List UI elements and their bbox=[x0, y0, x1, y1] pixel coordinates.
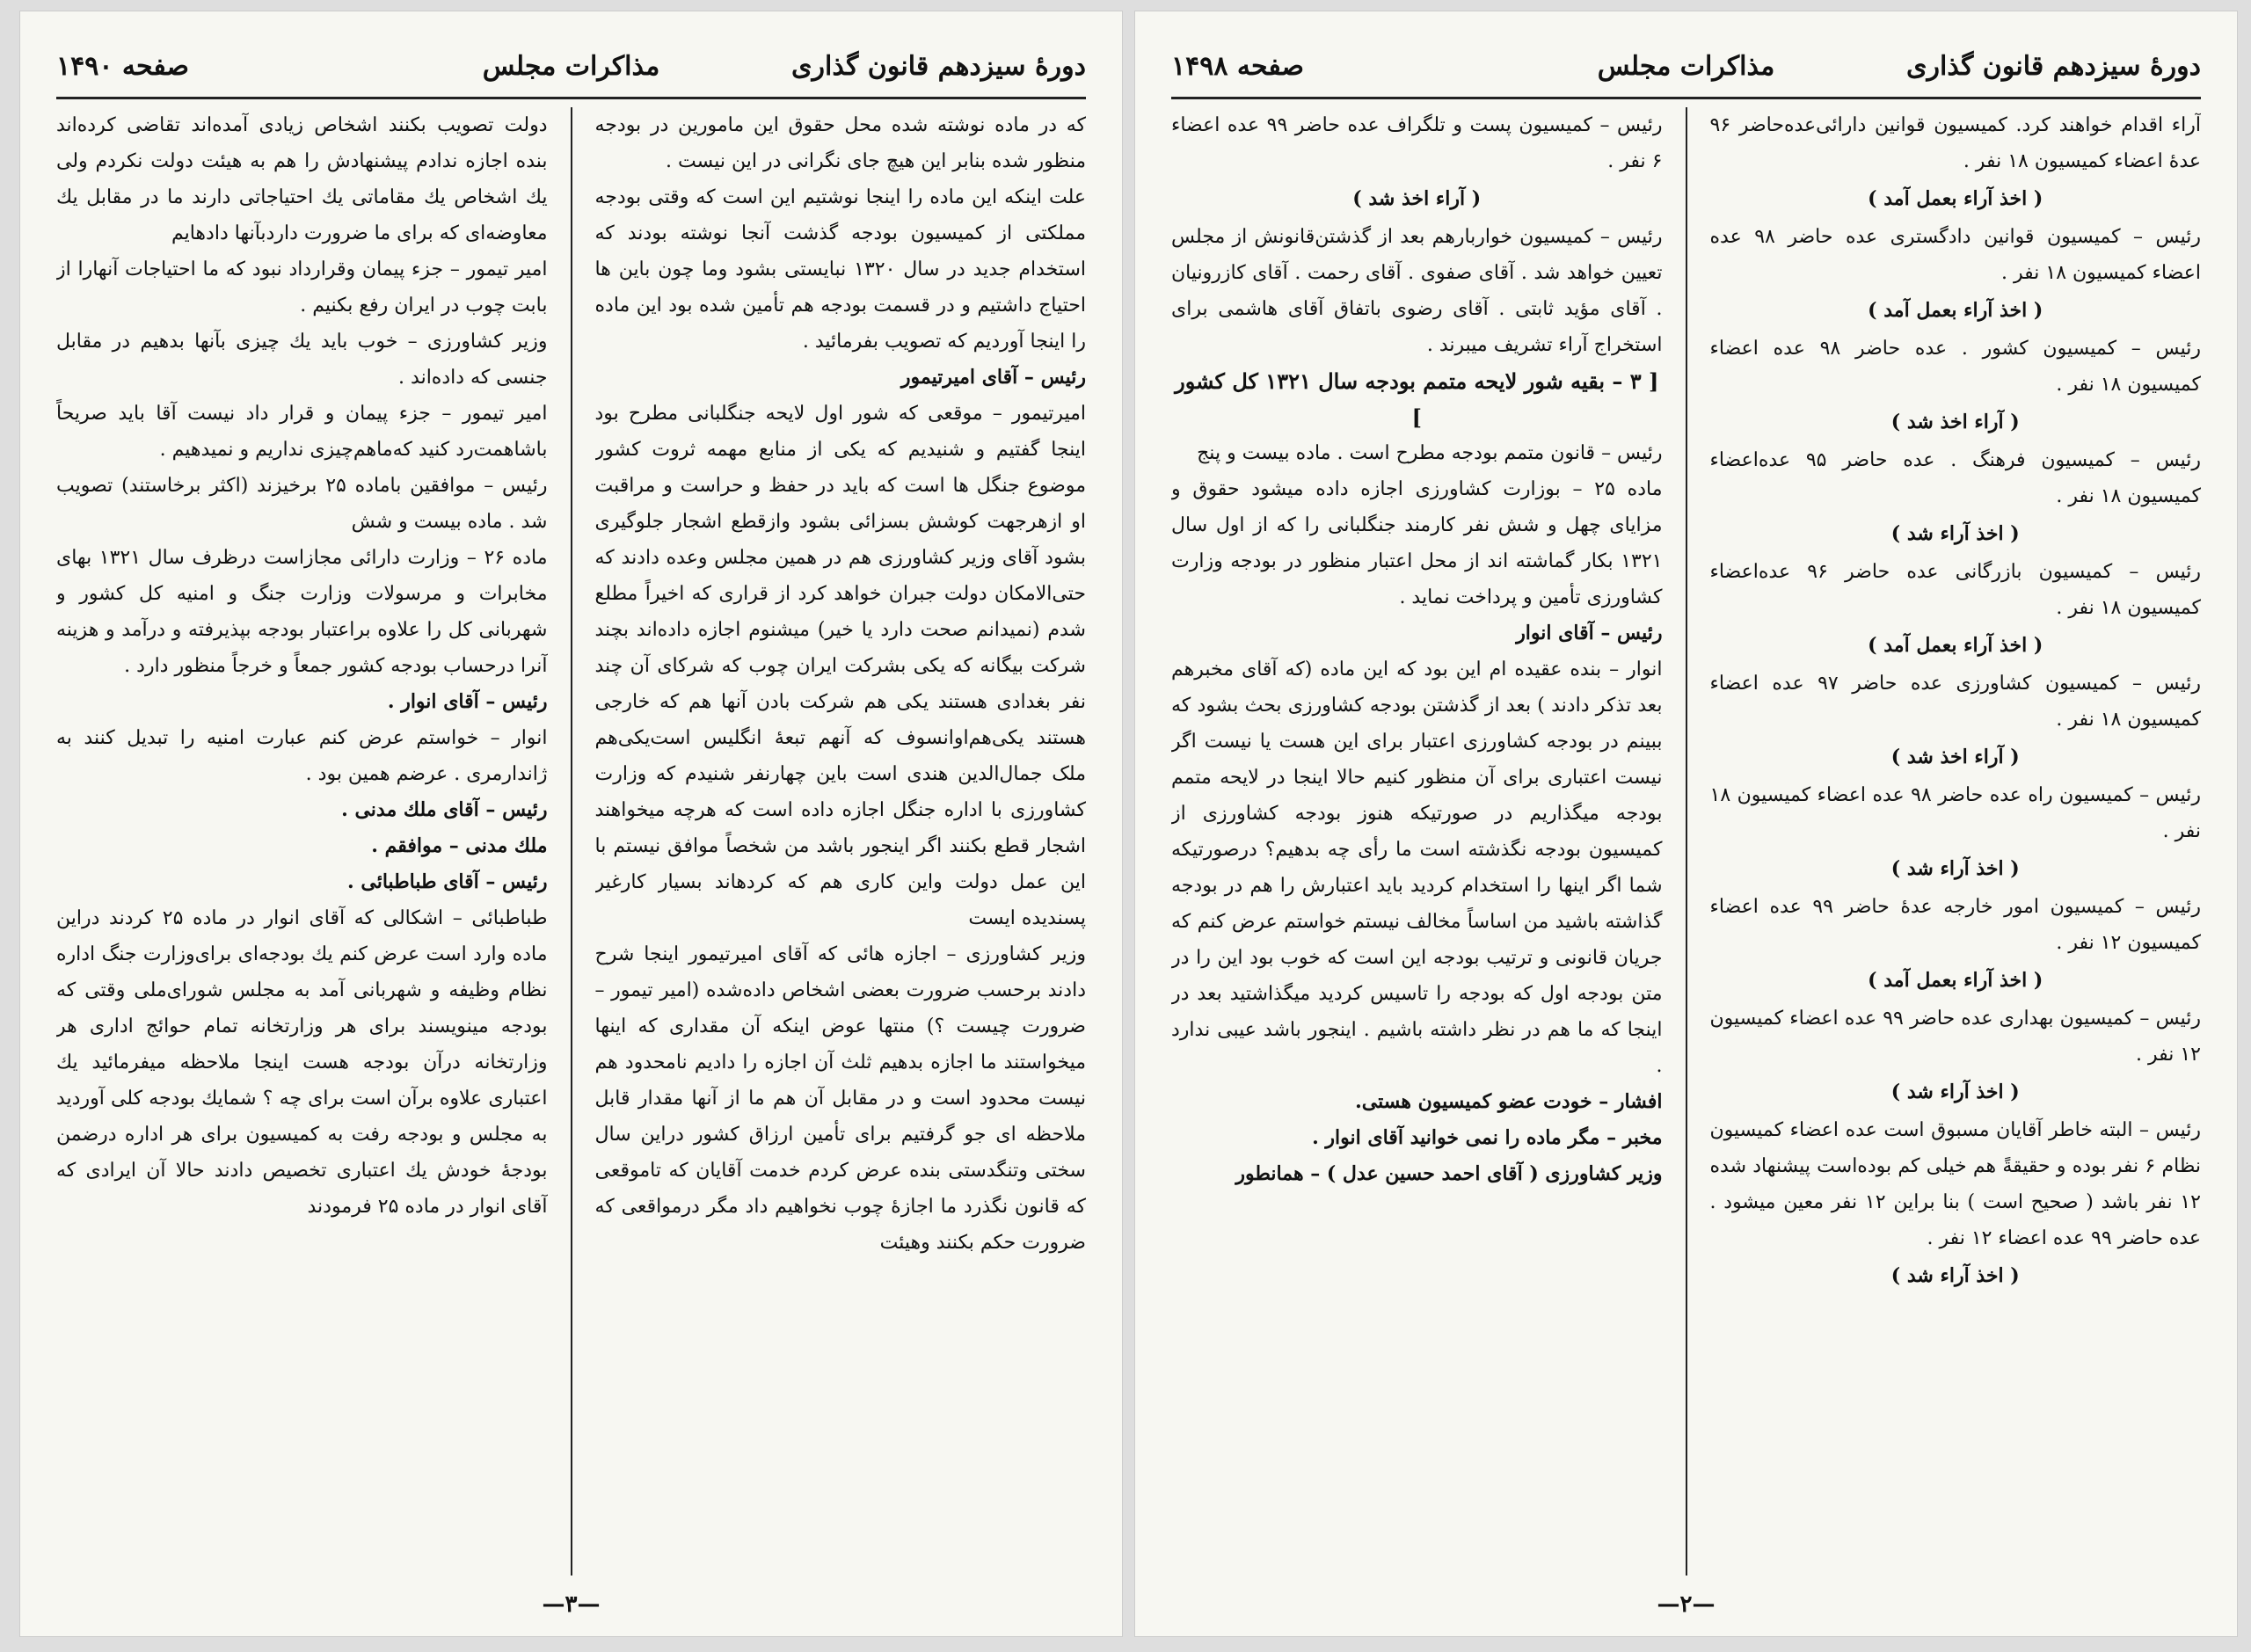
running-center: مذاکرات مجلس bbox=[482, 51, 660, 82]
right-column bbox=[1710, 107, 2202, 1576]
paragraph: رئیس – قانون متمم بودجه مطرح است . ماده بیست و پنج bbox=[1197, 442, 1663, 464]
paragraph: علت اینکه این ماده را اینجا نوشتیم این است که وقتی بودجه مملکتی از کمیسیون بودجه گذشت آنجا نوشته بودند که استخدام جدید در سال ۱۳۲۰ نبایستی بشود وما چون باین ها احتیاج داشتیم و در قسمت بودجه هم تأمین شده بود این ماده را اینجا آوردیم که تصویب بفرمائید . bbox=[594, 186, 1086, 353]
paragraph: رئیس – آقای انوار . bbox=[387, 690, 548, 713]
paragraph: رئیس – البته خاطر آقایان مسبوق است عده اعضاء کمیسیون نظام ۶ نفر بوده و حقیقةً هم خیلی کم بوده‌است پیشنهاد شده ۱۲ نفر باشد ( صحیح است ) بنا براین ۱۲ نفر معین میشود . عده حاضر ۹۹ عده اعضاء ۱۲ نفر . bbox=[1709, 1119, 2201, 1249]
paragraph: رئیس – کمیسیون بهداری عده حاضر ۹۹ عده اعضاء کمیسیون ۱۲ نفر . bbox=[1709, 1008, 2201, 1066]
vote-note: ( آراء اخذ شد ) bbox=[1352, 187, 1482, 210]
paragraph: امیر تیمور – جزء پیمان و قرار داد نیست آقا باید صریحاً باشاهمت‌رد کنید که‌ماهم‌چیزی نداریم و نمیدهیم . bbox=[56, 403, 548, 461]
page-number: صفحه ۱۴۹۰ bbox=[56, 51, 189, 82]
vote-note: ( آراء اخذ شد ) bbox=[1890, 411, 2020, 433]
paragraph: رئیس – کمیسیون راه عده حاضر ۹۸ عده اعضاء کمیسیون ۱۸ نفر . bbox=[1709, 784, 2201, 842]
paragraph: رئیس – آقای طباطبائی . bbox=[347, 870, 548, 893]
vote-note: ( اخذ آراء شد ) bbox=[1890, 1264, 2020, 1287]
right-page bbox=[1134, 11, 2238, 1637]
paragraph: مخبر – مگر ماده را نمی خوانید آقای انوار . bbox=[1312, 1126, 1663, 1149]
paragraph: که در ماده نوشته شده محل حقوق این مامورین در بودجه منظور شده بنابر این هیچ جای نگرانی در این نیست . bbox=[594, 114, 1086, 172]
vote-note: ( آراء اخذ شد ) bbox=[1890, 746, 2020, 768]
running-title: دورهٔ سیزدهم قانون گذاری bbox=[791, 51, 1086, 82]
paragraph: رئیس – کمیسیون کشور . عده حاضر ۹۸ عده اعضاء کمیسیون ۱۸ نفر . bbox=[1709, 338, 2201, 396]
column-divider bbox=[1686, 107, 1687, 1576]
paragraph: رئیس – کمیسیون فرهنگ . عده حاضر ۹۵ عده‌اعضاء کمیسیون ۱۸ نفر . bbox=[1709, 449, 2201, 507]
paragraph: ماده ۲۶ – وزارت دارائی مجازاست درظرف سال ۱۳۲۱ بهای مخابرات و مرسولات وزارت جنگ و امنیه کل کشور و شهربانی کل را علاوه براعتبار بودجه بپذیرفته و درآمد و هزینه آنرا درحساب بودجه کشور جمعاً و خرجاً منظور دارد . bbox=[56, 547, 548, 677]
folio: —۲— bbox=[1657, 1591, 1716, 1618]
vote-note: ( اخذ آراء بعمل آمد ) bbox=[1868, 187, 2043, 210]
paragraph: رئیس – کمیسیون خواربارهم بعد از گذشتن‌قانونش از مجلس تعیین خواهد شد . آقای صفوی . آقای رحمت . آقای کازرونیان . آقای مؤید ثابتی . آقای رضوی باتفاق آقای هاشمی برای استخراج آراء تشریف میبرند . bbox=[1171, 226, 1663, 356]
vote-note: ( اخذ آراء بعمل آمد ) bbox=[1868, 634, 2043, 657]
paragraph: رئیس – آقای ملك مدنی . bbox=[341, 798, 548, 821]
paragraph: وزیر کشاورزی ( آقای احمد حسین عدل ) – همانطور bbox=[1235, 1162, 1663, 1185]
paragraph: رئیس – آقای امیرتیمور bbox=[900, 366, 1086, 389]
paragraph: دولت تصویب بکنند اشخاص زیادی آمده‌اند تقاضی کرده‌اند بنده اجازه ندادم پیشنهادش را هم به هیئت دولت نکردم ولی یك اشخاص یك مقاماتی یك احتیاجاتی دارند ما در مقابل یك معاوضه‌ای که برای ما ضرورت داردبآنها دادهایم bbox=[56, 114, 548, 244]
paragraph: امیر تیمور – جزء پیمان وقرارداد نبود که ما احتیاجات آنهارا از بابت چوب در ایران رفع بکنیم . bbox=[56, 258, 548, 317]
paragraph: رئیس – کمیسیون امور خارجه عدهٔ حاضر ۹۹ عده اعضاء کمیسیون ۱۲ نفر . bbox=[1709, 896, 2201, 954]
text-columns bbox=[56, 107, 1086, 1576]
running-center: مذاکرات مجلس bbox=[1597, 51, 1775, 82]
running-head bbox=[56, 44, 1086, 99]
section-heading: [ ۳ – بقیه شور لایحه متمم بودجه سال ۱۳۲۱ کل کشور ] bbox=[1175, 368, 1659, 430]
running-head bbox=[1171, 44, 2201, 99]
left-page bbox=[19, 11, 1123, 1637]
paragraph: رئیس – کمیسیون پست و تلگراف عده حاضر ۹۹ عده اعضاء ۶ نفر . bbox=[1171, 114, 1663, 172]
paragraph: رئیس – کمیسیون کشاورزی عده حاضر ۹۷ عده اعضاء کمیسیون ۱۸ نفر . bbox=[1709, 673, 2201, 731]
column-divider bbox=[571, 107, 572, 1576]
paragraph: رئیس – کمیسیون بازرگانی عده حاضر ۹۶ عده‌اعضاء کمیسیون ۱۸ نفر . bbox=[1709, 561, 2201, 619]
paragraph: ملك مدنی – موافقم . bbox=[371, 834, 548, 857]
paragraph: طباطبائی – اشکالی که آقای انوار در ماده ۲۵ کردند دراین ماده وارد است عرض کنم یك بودجه‌ای برای‌وزارت جنگ اداره نظام وظیفه و شهربانی آمد به مجلس شورای‌ملی وقتی که بودجه مینویسند برای هر وزارتخانه تمام حوائج اداری هر وزارتخانه درآن بودجه هست اینجا ملاحظه میفرمائید یك اعتباری علاوه برآن است برای چه ؟ شمایك بودجه کلی آوردید به مجلس و بودجه رفت به کمیسیون برای هر اداره درضمن بودجهٔ خودش یك اعتباری تخصیص دادند حالا آن ایرادی که آقای انوار در ماده ۲۵ فرمودند bbox=[56, 907, 548, 1218]
vote-note: ( اخذ آراء شد ) bbox=[1890, 1081, 2020, 1103]
paragraph: وزیر کشاورزی – اجازه هائی که آقای امیرتیمور اینجا شرح دادند برحسب ضرورت بعضی اشخاص داده‌شده (امیر تیمور – ضرورت چیست ؟) منتها عوض اینکه آن مقداری که اینها میخواستند ما اجازه بدهیم ثلث آن اجازه را دادیم نامحدود هم نیست محدود است و در مقابل آن هم ما از آنها مقدار قابل ملاحظه ای جو گرفتیم برای تأمین ارزاق کشور دراین سال سختی وتنگدستی بنده عرض کردم خدمت آقایان که تاموقعی که قانون نگذرد ما اجازهٔ چوب نخواهیم داد مگر درمواقعی که ضرورت حکم بکنند وهیئت bbox=[594, 943, 1086, 1254]
paragraph: آراء اقدام خواهند کرد. کمیسیون قوانین دارائی‌عده‌حاضر ۹۶ عدهٔ اعضاء کمیسیون ۱۸ نفر . bbox=[1709, 114, 2201, 172]
vote-note: ( اخذ آراء بعمل آمد ) bbox=[1868, 969, 2043, 992]
paragraph: رئیس – آقای انوار bbox=[1516, 622, 1663, 644]
paragraph: رئیس – موافقین باماده ۲۵ برخیزند (اکثر برخاستند) تصویب شد . ماده بیست و شش bbox=[56, 475, 548, 533]
paragraph: ماده ۲۵ – بوزارت کشاورزی اجازه داده میشود حقوق و مزایای چهل و شش نفر کارمند جنگلبانی را که از اول سال ۱۳۲۱ بکار گماشته اند از محل اعتبار منظور در بودجه وزارت کشاورزی تأمین و پرداخت نماید . bbox=[1171, 478, 1663, 608]
running-title: دورهٔ سیزدهم قانون گذاری bbox=[1906, 51, 2201, 82]
left-column bbox=[56, 107, 548, 1576]
right-column bbox=[595, 107, 1087, 1576]
paragraph: امیرتیمور – موقعی که شور اول لایحه جنگلبانی مطرح بود اینجا گفتیم و شنیدیم که یکی از منابع مهمه ثروت کشور موضوع جنگل ها است که باید در حفظ و حراست و مراقبت او ازهرجهت کوشش بسزائی بشود وازقطع اشجار جلوگیری بشود آقای وزیر کشاورزی هم در همین مجلس وعده دادند که حتی‌الامکان دولت جبران خواهد کرد از قراری که اخیراً مطلع شدم (نمیدانم صحت دارد یا خیر) میشنوم اجازه داده‌اند بچند شرکت بیگانه که یکی بشرکت ایران چوب که شرکای آن چند نفر بغدادی هستند یکی هم شرکت بادن آنها هم که خارجی هستند یکی‌هم‌اوانسوف که آنهم تبعهٔ انگلیس است‌یکی‌هم ملک جمال‌الدین هندی است باین چهارنفر شنیدم که وزارت کشاورزی با اداره جنگل اجازه داده است که هرچه میخواهند اشجار قطع بکنند اگر اینجور باشد من شخصاً موافق نیستم با این عمل دولت واین کاری هم که کردهاند بسیار کارغیر پسندیده ایست bbox=[594, 403, 1086, 929]
vote-note: ( اخذ آراء شد ) bbox=[1890, 522, 2020, 545]
folio: —۳— bbox=[542, 1591, 601, 1618]
paragraph: رئیس – کمیسیون قوانین دادگستری عده حاضر ۹۸ عده اعضاء کمیسیون ۱۸ نفر . bbox=[1709, 226, 2201, 284]
vote-note: ( اخذ آراء شد ) bbox=[1890, 857, 2020, 880]
vote-note: ( اخذ آراء بعمل آمد ) bbox=[1868, 299, 2043, 322]
paragraph: افشار – خودت عضو کمیسیون هستی. bbox=[1355, 1090, 1663, 1113]
text-columns bbox=[1171, 107, 2201, 1576]
paragraph: انوار – بنده عقیده ام این بود که این ماده (که آقای مخبرهم بعد تذکر دادند ) بعد از گذشتن بودجه کشاورزی بحث بشود که ببینم در بودجه کشاورزی اعتبار برای این هست یا نیست اگر نیست اعتباری برای آن منظور کنیم حالا اینجا در لایحه متمم بودجه میگذاریم در صورتیکه هنوز بودجه کشاورزی از کمیسیون بودجه نگذشته است ما رأی چه بدهیم؟ درصورتیکه شما اگر اینها را استخدام کردید باید اعتبارش را هم در بودجه گذاشته باشید من اساساً مخالف نیستم خواستم عرض کنم که جریان قانونی و ترتیب بودجه این است که خوب بود این را در متن بودجه اول که بودجه را تاسیس کردید میگذاشتید بعد در اینجا که ما هم در نظر داشته باشیم . اینجور باشد عیبی ندارد . bbox=[1171, 659, 1663, 1077]
paragraph: انوار – خواستم عرض کنم عبارت امنیه را تبدیل کنند به ژاندارمری . عرضم همین بود . bbox=[56, 727, 548, 785]
page-number: صفحه ۱۴۹۸ bbox=[1171, 51, 1304, 82]
left-column bbox=[1171, 107, 1663, 1576]
paragraph: وزیر کشاورزی – خوب باید یك چیزی بآنها بدهیم در مقابل جنسی که داده‌اند . bbox=[56, 331, 548, 389]
